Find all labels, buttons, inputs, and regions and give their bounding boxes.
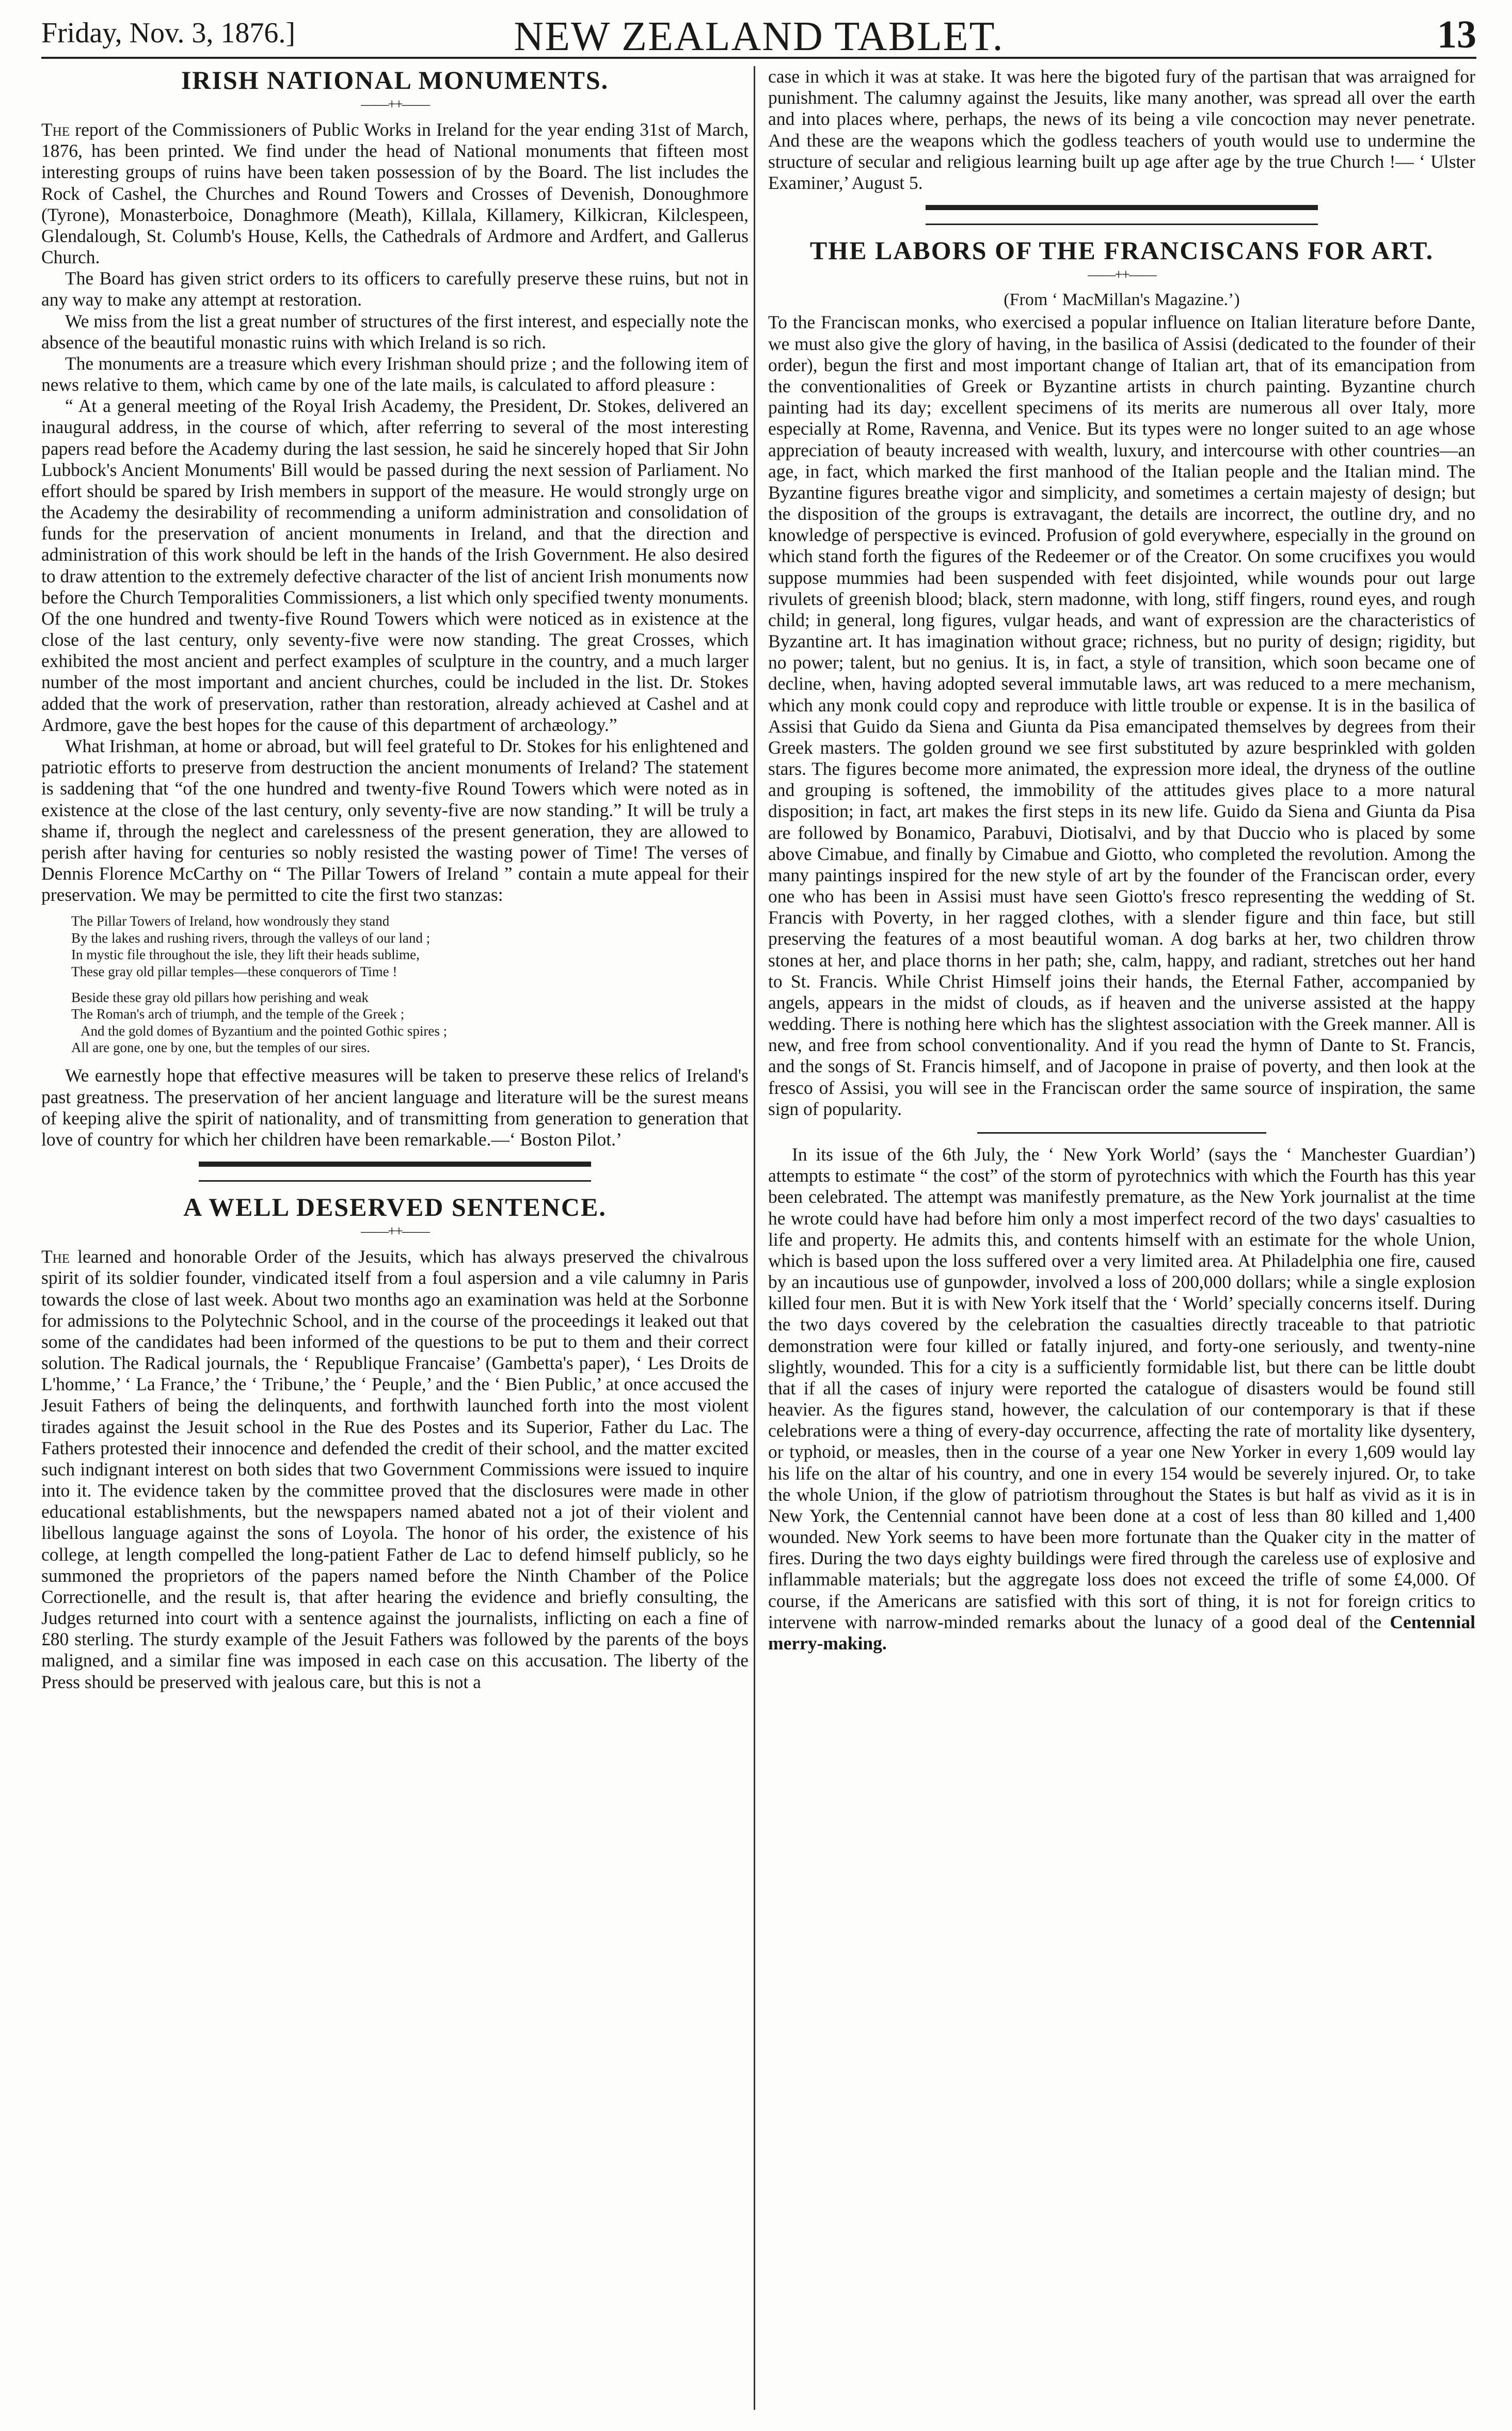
right-column: [768, 66, 1475, 1654]
article-paragraph: What Irishman, at home or abroad, but will feel grateful to Dr. Stokes for his enlightened and patriotic efforts to preserve from destruction the ancient monuments of Ireland? The statement is saddening that “of the one hundred and twenty-five Round Towers which were noted as in existence at the close of the last century, only seventy-five are now standing.” It will be truly a shame if, through the neglect and carelessness of the present generation, they are allowed to perish after having for centuries so nobly resisted the wasting power of Time! The verses of Dennis Florence McCarthy on “ The Pillar Towers of Ireland ” contain a mute appeal for their preservation. We may be permitted to cite the first two stanzas:: [41, 735, 749, 905]
article-paragraph: We miss from the list a great number of structures of the first interest, and especially note the absence of the beautiful monastic ruins with which Ireland is so rich.: [41, 310, 749, 353]
issue-date: Friday, Nov. 3, 1876.]: [41, 17, 296, 49]
continued-paragraph: case in which it was at stake. It was here the bigoted fury of the partisan that was arraigned for punishment. The calumny against the Jesuits, like many another, was spread all over the earth and into places where, perhaps, the news of its being a vile concoction may never penetrate. And these are the weapons which the godless teachers of youth would use to undermine the structure of secular and religious learning built up age after age by the true Church !— ‘ Ulster Examiner,’ August 5.: [768, 66, 1475, 193]
article-paragraph: The monuments are a treasure which every Irishman should prize ; and the following item of news relative to them, which came by one of the late mails, is calculated to afford pleasure :: [41, 353, 749, 395]
poem-stanza: [71, 989, 749, 1056]
poem-line: These gray old pillar temples—these conquerors of Time !: [71, 963, 397, 979]
title-ornament: ——++——: [361, 97, 429, 113]
title-ornament: ——++——: [361, 1224, 429, 1240]
article-paragraph: The Board has given strict orders to its officers to carefully preserve these ruins, but not in any way to make any attempt at restoration.: [41, 268, 749, 310]
poem-stanza: [71, 913, 749, 980]
newspaper-title: NEW ZEALAND TABLET.: [514, 14, 1004, 59]
article-title-franciscans: THE LABORS OF THE FRANCISCANS FOR ART.: [809, 236, 1434, 265]
column-divider: [754, 66, 755, 2410]
section-separator: [977, 1132, 1266, 1134]
page-number: 13: [1437, 13, 1476, 56]
section-separator: [926, 205, 1318, 225]
page-header: [41, 7, 1476, 59]
article-paragraph: In its issue of the 6th July, the ‘ New York World’ (says the ‘ Manchester Guardian’) attempts to estimate “ the cost” of the storm of pyrotechnics with which the Fourth has this year been celebrated. The attempt was manifestly premature, as the New York journalist at the time he wrote could have had before him only a most imperfect record of the two days' casualties to life and property. He admits this, and contents himself with an estimate for the whole Union, which is based upon the loss suffered over a very limited area. At Philadelphia one fire, caused by an incautious use of gunpowder, involved a loss of 200,000 dollars; while a single explosion killed four men. But it is with New York itself that the ‘ World’ specially concerns itself. During the two days covered by the celebration the casualties directly traceable to that patriotic demonstration were four killed or fatally injured, and forty-one seriously, and twenty-nine slightly, wounded. This for a city is a sufficiently formidable list, but there can be little doubt that if all the cases of injury were reported the catalogue of disasters would be found still heavier. As the figures stand, however, the calculation of our contemporary is that if these celebrations were a thing of every-day occurrence, affecting the rate of mortality like dysentery, or typhoid, or measles, then in the course of a year one New Yorker in every 1,609 would lay his life on the altar of his country, and one in every 154 would be severely injured. Or, to take the whole Union, if the glow of patriotism throughout the States is but half as vivid as it is in New York, the Centennial cannot have been done at a cost of less than 80 killed and 1,400 wounded. New York seems to have been more fortunate than the Quaker city in the matter of fires. During the two days eighty buildings were fired through the careless use of explosive and inflammable materials; but the aggregate loss does not exceed the trifle of some £4,000. Of course, if the Americans are satisfied with this sort of thing, it is not for foreign critics to intervene with narrow-minded remarks about the lunacy of a good deal of the Centennial merry-making.: [768, 1144, 1476, 1654]
poem-line: The Roman's arch of triumph, and the temple of the Greek ;: [71, 1006, 405, 1022]
article-source: (From ‘ MacMillan's Magazine.’): [1004, 290, 1240, 310]
section-separator: [199, 1162, 591, 1182]
closing-phrase: Centennial merry-making.: [768, 1611, 1476, 1654]
article-paragraph: To the Franciscan monks, who exercised a popular influence on Italian literature before Dante, we must also give the glory of having, in the basilica of Assisi (dedicated to the founder of their order), begun the first and most important change of Italian art, that of its emancipation from the conventionalities of Greek or Byzantine artists in church painting. Byzantine church painting had its day; excellent specimens of its merits are numerous all over Italy, more especially at Rome, Ravenna, and Venice. But its types were no longer suited to an age whose appreciation of beauty increased with wealth, luxury, and intercourse with other countries—an age, in fact, which marked the first manhood of the Italian people and the Italian mind. The Byzantine figures breathe vigor and simplicity, and sometimes a certain majesty of design; but the disposition of the groups is extravagant, the details are incorrect, the outline dry, and no knowledge of perspective is evinced. Profusion of gold everywhere, especially in the ground on which stand forth the figures of the Redeemer or of the Creator. On some crucifixes you would suppose mummies had been suspended with feet disjointed, while wounds pour out large rivulets of greenish blood; black, stern madonne, with long, stiff fingers, round eyes, and rough child; in general, long figures, vulgar heads, and want of expression are the characteristics of Byzantine art. It has imagination without grace; richness, but no purity of design; rigidity, but no power; talent, but no genius. It is, in fact, a style of transition, which soon became one of decline, when, having adopted several immutable laws, art was reduced to a mere mechanism, which any monk could copy and reproduce with little trouble or expense. It is in the basilica of Assisi that Guido da Siena and Giunta da Pisa emancipated themselves by degrees from their Greek masters. The golden ground we see first substituted by azure besprinkled with golden stars. The figures become more animated, the expression more ideal, the dryness of the outline and grouping is softened, the immobility of the attitudes gives place to a more natural disposition; in fact, art makes the first steps in its new life. Guido da Siena and Giunta da Pisa are followed by Bonamico, Parabuvi, Diotisalvi, and by that Duccio who is placed by some above Cimabue, and finally by Cimabue and Giotto, who completed the revolution. Among the many paintings inspired for the new style of art by the founder of the Franciscan order, every one who has been in Assisi must have seen Giotto's fresco representing the wedding of St. Francis with Poverty, in her ragged clothes, with a slender figure and thin face, but still preserving the features of a most beautiful woman. A dog barks at her, two children throw stones at her, and place thorns in her path; she, calm, happy, and radiant, stretches out her hand to St. Francis. While Christ Himself joins their hands, the Eternal Father, accompanied by angels, appears in the midst of clouds, as if heaven and the universe assisted at the happy wedding. There is nothing here which has the slightest association with the Greek manner. All is new, and free from school conventionality. And if you read the hymn of Dante to St. Francis, and the songs of St. Francis himself, and of Jacopone in praise of poverty, and then look at the fresco of Assisi, you will see in the Franciscan order the same source of inspiration, the same sign of popularity.: [768, 312, 1475, 1119]
poem-line: By the lakes and rushing rivers, through the valleys of our land ;: [71, 930, 431, 946]
poem-line: All are gone, one by one, but the temples of our sires.: [71, 1040, 370, 1056]
article-paragraph: We earnestly hope that effective measures will be taken to preserve these relics of Ireland's past greatness. The preservation of her ancient language and literature will be the surest means of keeping alive the spirit of nationality, and of transmitting from generation to generation that love of country for which her children have been remarkable.—‘ Boston Pilot.’: [41, 1065, 749, 1150]
article-paragraph: The report of the Commissioners of Public Works in Ireland for the year ending 31st of March, 1876, has been printed. We find under the head of National monuments that fifteen most interesting groups of ruins have been taken possession of by the Board. The list includes the Rock of Cashel, the Churches and Round Towers and Crosses of Devenish, Donoughmore (Tyrone), Monasterboice, Donaghmore (Meath), Killala, Killamery, Kilkicran, Kilclespeen, Glendalough, St. Columb's House, Kells, the Cathedrals of Ardmore and Ardfert, and Gallerus Church.: [41, 119, 749, 268]
article-title-irish-monuments: IRISH NATIONAL MONUMENTS.: [181, 66, 609, 94]
quoted-paragraph: “ At a general meeting of the Royal Irish Academy, the President, Dr. Stokes, delivered an inaugural address, in the course of which, after referring to several of the most interesting papers read before the Academy during the last session, he said he sincerely hoped that Sir John Lubbock's Ancient Monuments' Bill would be passed during the next session of Parliament. No effort should be spared by Irish members in support of the measure. He would strongly urge on the Academy the desirability of recommending a uniform administration and consolidation of funds for the preservation of ancient monuments in Ireland, and that the direction and administration of this work should be left in the hands of the Irish Government. He also desired to draw attention to the extremely defective character of the list of ancient Irish monuments now before the Church Temporalities Commissioners, a list which only specified twenty monuments. Of the one hundred and twenty-five Round Towers which were noticed as in existence at the close of the last century, only seventy-five were now standing. The great Crosses, which exhibited the most ancient and perfect examples of sculpture in the country, and a much larger number of the most important and ancient churches, could be included in the list. Dr. Stokes added that the work of preservation, rather than restoration, already achieved at Cashel and at Ardmore, gave the best hopes for the cause of this department of archæology.”: [41, 395, 749, 735]
poem-line: Beside these gray old pillars how perishing and weak: [71, 989, 369, 1005]
poem-line: In mystic file throughout the isle, they lift their heads sublime,: [71, 947, 420, 963]
title-ornament: ——++——: [1088, 267, 1156, 283]
lead-word: The: [41, 119, 70, 140]
poem-line: And the gold domes of Byzantium and the pointed Gothic spires ;: [81, 1023, 448, 1039]
left-column: [41, 66, 749, 1693]
lead-word: The: [41, 1246, 70, 1267]
article-title-sentence: A WELL DESERVED SENTENCE.: [183, 1193, 607, 1222]
poem-line: The Pillar Towers of Ireland, how wondrously they stand: [71, 913, 390, 929]
poem-stanzas: [71, 913, 749, 1056]
article-paragraph: The learned and honorable Order of the Jesuits, which has always preserved the chivalrous spirit of its soldier founder, vindicated itself from a foul aspersion and a vile calumny in Paris towards the close of last week. About two months ago an examination was held at the Sorbonne for admissions to the Polytechnic School, and in the course of the proceedings it leaked out that some of the candidates had been informed of the questions to be put to them and their correct solution. The Radical journals, the ‘ Republique Francaise’ (Gambetta's paper), ‘ Les Droits de L'homme,’ ‘ La France,’ the ‘ Tribune,’ the ‘ Peuple,’ and the ‘ Bien Public,’ at once accused the Jesuit Fathers of being the delinquents, and forthwith launched forth into the most violent tirades against the Jesuit school in the Rue des Postes and its Superior, Father du Lac. The Fathers protested their innocence and defended the credit of their school, and the matter excited such indignant interest on both sides that two Government Commissions were issued to inquire into it. The evidence taken by the committee proved that the disclosures were made in other educational establishments, but the newspapers named abated not a jot of their violent and libellous language against the sons of Loyola. The honor of his order, the existence of his college, at length compelled the long-patient Father de Lac to defend himself publicly, so he summoned the proprietors of the papers named before the Ninth Chamber of the Police Correctionelle, and the result is, that after hearing the evidence and briefly consulting, the Judges returned into court with a sentence against the journalists, inflicting on each a fine of £80 sterling. The sturdy example of the Jesuit Fathers was followed by the parents of the boys maligned, and a similar fine was imposed in each case on this accusation. The liberty of the Press should be preserved with jealous care, but this is not a: [41, 1246, 749, 1692]
